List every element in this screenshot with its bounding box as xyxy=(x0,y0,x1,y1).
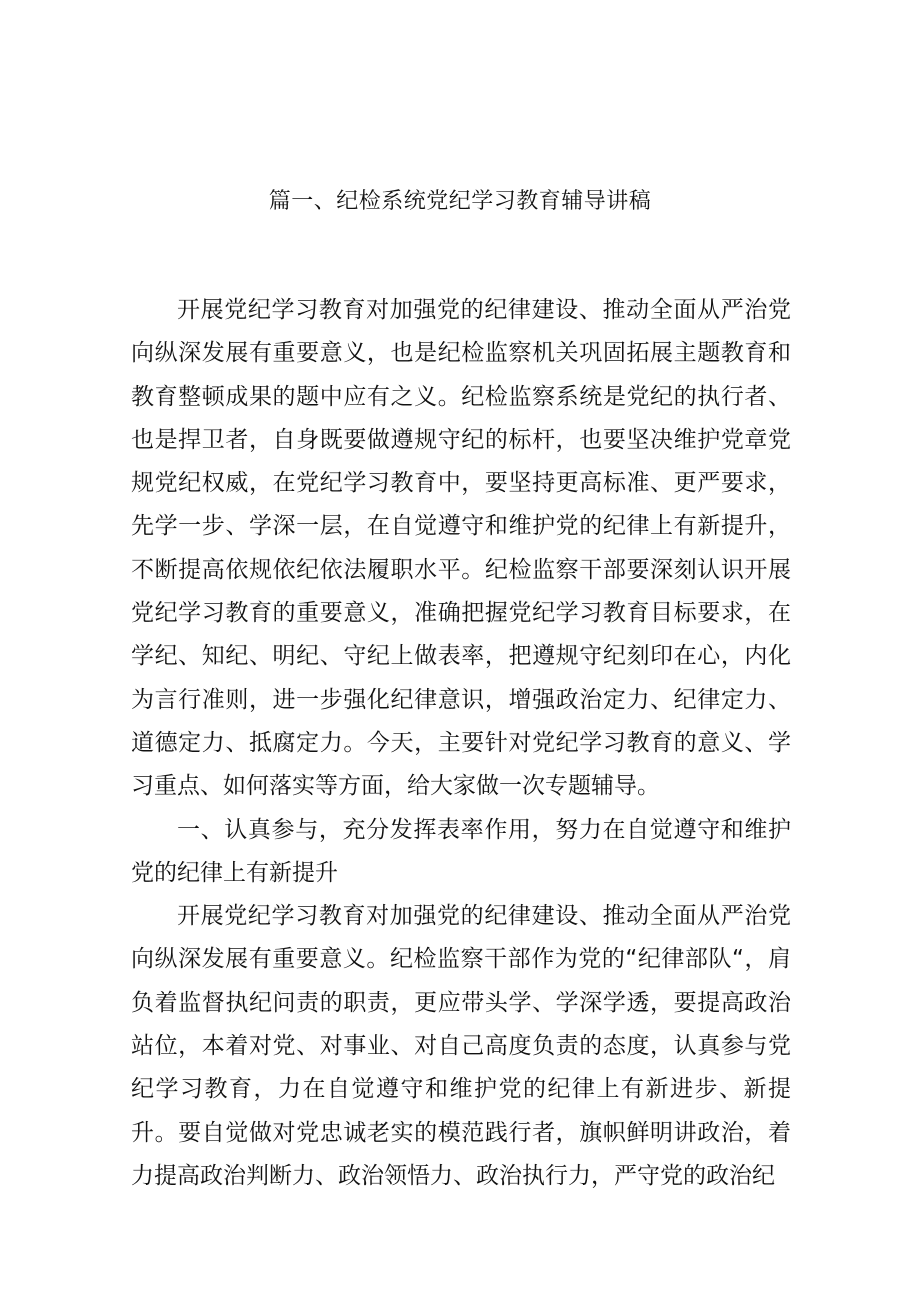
document-body xyxy=(131,289,791,1198)
document-title: 篇一、纪检系统党纪学习教育辅导讲稿 xyxy=(268,189,652,214)
body-paragraph: 开展党纪学习教育对加强党的纪律建设、推动全面从严治党向纵深发展有重要意义。纪检监察干部作为党的“纪律部队“，肩负着监督执纪问责的职责，更应带头学、学深学透，要提高政治站位，本着对党、对事业、对自己高度负责的态度，认真参与党纪学习教育，力在自觉遵守和维护党的纪律上有新进步、新提升。要自觉做对党忠诚老实的模范践行者，旗帜鲜明讲政治，着力提高政治判断力、政治领悟力、政治执行力，严守党的政治纪 xyxy=(131,903,791,1189)
section-heading: 一、认真参与，充分发挥表率作用，努力在自觉遵守和维护党的纪律上有新提升 xyxy=(131,816,791,886)
intro-paragraph: 开展党纪学习教育对加强党的纪律建设、推动全面从严治党向纵深发展有重要意义，也是纪检监察机关巩固拓展主题教育和教育整顿成果的题中应有之义。纪检监察系统是党纪的执行者、也是捍卫者，自身既要做遵规守纪的标杆，也要坚决维护党章党规党纪权威，在党纪学习教育中，要坚持更高标准、更严要求，先学一步、学深一层，在自觉遵守和维护党的纪律上有新提升，不断提高依规依纪依法履职水平。纪检监察干部要深刻认识开展党纪学习教育的重要意义，准确把握党纪学习教育目标要求，在学纪、知纪、明纪、守纪上做表率，把遵规守纪刻印在心，内化为言行准则，进一步强化纪律意识，增强政治定力、纪律定力、道德定力、抵腐定力。今天，主要针对党纪学习教育的意义、学习重点、如何落实等方面，给大家做一次专题辅导。 xyxy=(131,297,791,800)
